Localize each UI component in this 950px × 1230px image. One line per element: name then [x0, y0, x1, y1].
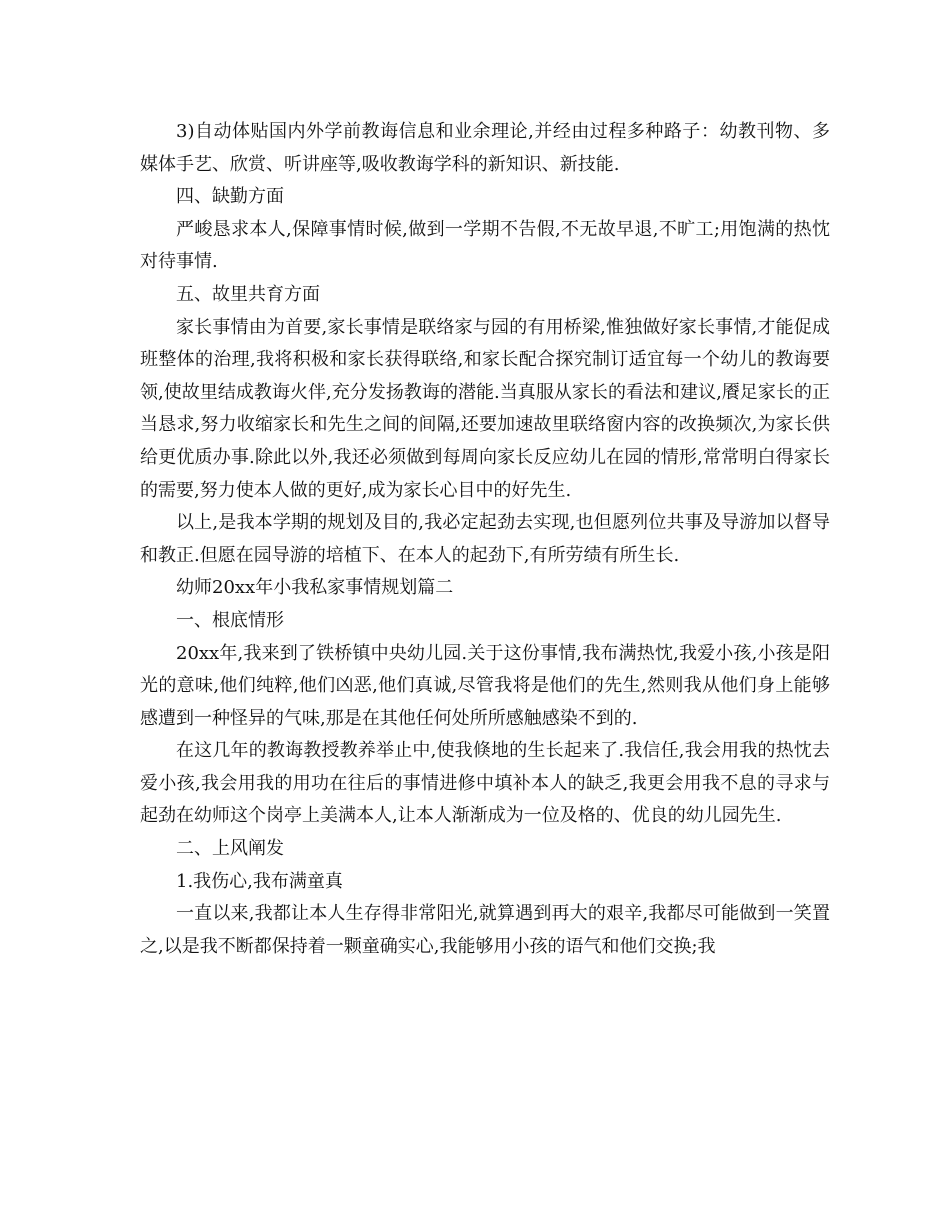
- section-heading: 四、缺勤方面: [176, 186, 284, 208]
- document-body: [140, 116, 830, 963]
- section-heading: 五、故里共育方面: [176, 283, 320, 305]
- section-heading: 一、根底情形: [176, 609, 284, 631]
- paragraph: 3)自动体贴国内外学前教诲信息和业余理论,并经由过程多种路子：幼教刊物、多媒体手艺、欣赏、听讲座等,吸收教诲学科的新知识、新技能.: [140, 121, 830, 175]
- paragraph: 家长事情由为首要,家长事情是联络家与园的有用桥梁,惟独做好家长事情,才能促成班整体的治理,我将积极和家长获得联络,和家长配合探究制订适宜每一个幼儿的教诲要领,使故里结成教诲火伴,充分发扬教诲的潜能.当真服从家长的看法和建议,餍足家长的正当恳求,努力收缩家长和先生之间的间隔,还要加速故里联络窗内容的改换频次,为家长供给更优质办事.除此以外,我还必须做到每周向家长反应幼儿在园的情形,常常明白得家长的需要,努力使本人做的更好,成为家长心目中的好先生.: [140, 316, 830, 501]
- subsection-heading: 1.我伤心,我布满童真: [176, 870, 343, 892]
- paragraph: 严峻恳求本人,保障事情时候,做到一学期不告假,不无故早退,不旷工;用饱满的热忱对待事情.: [140, 218, 830, 273]
- section-heading: 二、上风阐发: [176, 838, 284, 860]
- paragraph: 20xx年,我来到了铁桥镇中央幼儿园.关于这份事情,我布满热忱,我爱小孩,小孩是阳光的意味,他们纯粹,他们凶恶,他们真诚,尽管我将是他们的先生,然则我从他们身上能够感遭到一种怪异的气味,那是在其他任何处所所感触感染不到的.: [140, 642, 830, 729]
- article-title: 幼师20xx年小我私家事情规划篇二: [176, 577, 454, 599]
- paragraph: 以上,是我本学期的规划及目的,我必定起劲去实现,也但愿列位共事及导游加以督导和教正.但愿在园导游的培植下、在本人的起劲下,有所劳绩有所生长.: [140, 512, 830, 566]
- paragraph: 在这几年的教诲教授教养举止中,使我倏地的生长起来了.我信任,我会用我的热忱去爱小孩,我会用我的用功在往后的事情进修中填补本人的缺乏,我更会用我不息的寻求与起劲在幼师这个岗亭上美满本人,让本人渐渐成为一位及格的、优良的幼儿园先生.: [140, 740, 830, 827]
- paragraph: 一直以来,我都让本人生存得非常阳光,就算遇到再大的艰辛,我都尽可能做到一笑置之,以是我不断都保持着一颗童确实心,我能够用小孩的语气和他们交换;我: [140, 903, 830, 957]
